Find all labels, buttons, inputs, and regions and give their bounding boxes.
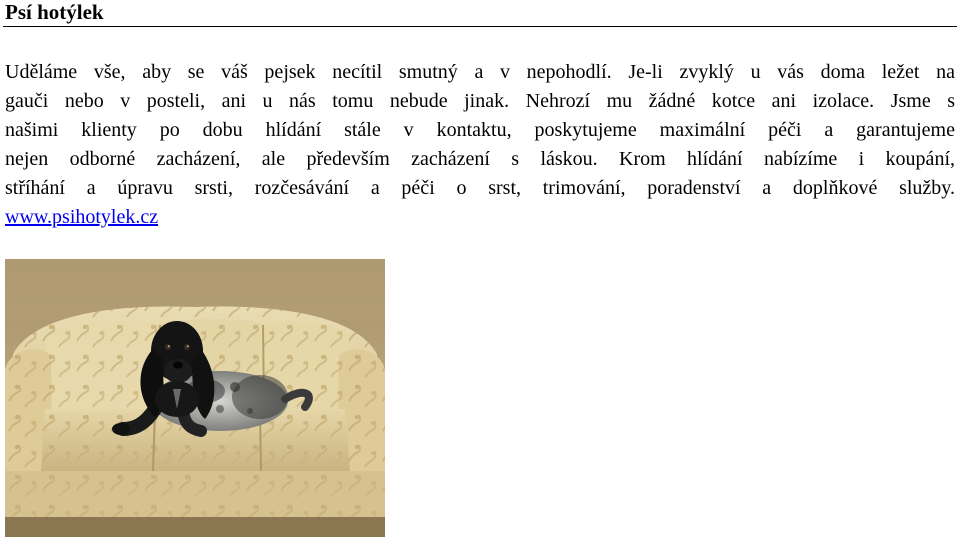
paragraph-line: našimi klienty po dobu hlídání stále v kontaktu, poskytujeme maximální péči a garantujeme xyxy=(5,119,955,141)
heading-divider xyxy=(3,26,957,27)
page-title: Psí hotýlek xyxy=(5,0,104,24)
description-paragraph xyxy=(5,58,955,232)
paragraph-line: Uděláme vše, aby se váš pejsek necítil smutný a v nepohodlí. Je-li zvyklý u vás doma ležet na xyxy=(5,61,955,83)
website-link[interactable]: www.psihotylek.cz xyxy=(5,206,159,228)
dog-on-couch-photo xyxy=(5,259,385,537)
paragraph-line: gauči nebo v posteli, ani u nás tomu nebude jinak. Nehrozí mu žádné kotce ani izolace. Jsme s xyxy=(5,90,955,112)
paragraph-line: nejen odborné zacházení, ale především zacházení s láskou. Krom hlídání nabízíme i koupání, xyxy=(5,148,955,170)
paragraph-line: stříhání a úpravu srsti, rozčesávání a péči o srst, trimování, poradenství a doplňkové služby. xyxy=(5,177,955,199)
